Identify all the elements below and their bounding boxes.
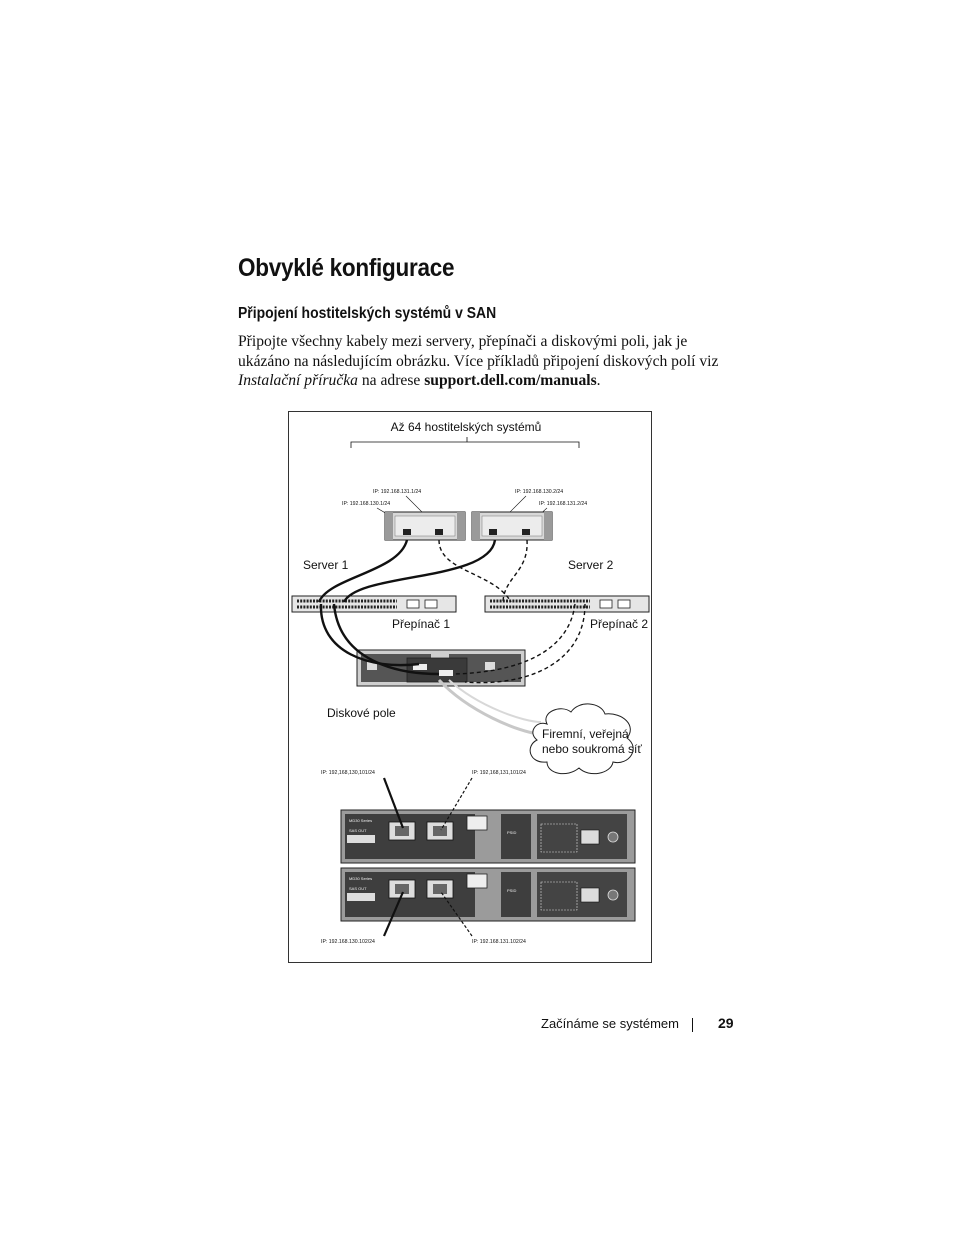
- raid-controller-bottom: [341, 868, 635, 921]
- server2-label: Server 2: [568, 558, 614, 572]
- paragraph-text-2: na adrese: [357, 372, 425, 389]
- ctrl-ip-bottom-right: IP: 192.168.131.102/24: [472, 939, 526, 945]
- body-paragraph: [238, 332, 738, 391]
- page-title: Obvyklé konfigurace: [238, 254, 455, 282]
- switch2-label: Přepínač 2: [590, 617, 649, 631]
- paragraph-end: .: [596, 372, 601, 389]
- server1-ip-b: IP: 192.168.130.1/24: [342, 501, 391, 507]
- cable-server2-switch2: [503, 540, 527, 602]
- svg-text:SAS OUT: SAS OUT: [349, 828, 367, 833]
- manual-title: Instalační příručka: [238, 372, 358, 389]
- cable-server1-switch2: [439, 540, 511, 602]
- ctrl-ip-top-right: IP: 192,168,131,101/24: [472, 770, 526, 776]
- page-number: 29: [718, 1015, 734, 1031]
- switch-1: [292, 596, 456, 612]
- paragraph-text: Připojte všechny kabely mezi servery, přepínači a diskovými poli, jak je ukázáno na následujícím obrázku. Více příkladů připojení diskových polí viz: [238, 333, 719, 370]
- svg-text:MD30 Series: MD30 Series: [349, 876, 373, 881]
- hosts-bracket: [351, 437, 579, 448]
- section-title: Připojení hostitelských systémů v SAN: [238, 305, 497, 322]
- server-2: [472, 512, 552, 540]
- svg-text:PSID: PSID: [507, 888, 517, 893]
- server1-label: Server 1: [303, 558, 349, 572]
- raid-controller-top: [341, 810, 635, 863]
- cable-server2-switch1: [344, 540, 495, 602]
- svg-text:SAS OUT: SAS OUT: [349, 886, 367, 891]
- footer-separator: [692, 1018, 693, 1032]
- disk-array-label: Diskové pole: [327, 706, 396, 720]
- ctrl-ip-bottom-left: IP: 192.168.130.102/24: [321, 939, 375, 945]
- server2-ip-b: IP: 192.168.131.2/24: [539, 501, 588, 507]
- svg-text:PSID: PSID: [507, 830, 517, 835]
- server1-ip-a: IP: 192.168.131.1/24: [373, 489, 422, 495]
- manuals-url: support.dell.com/manuals: [424, 372, 597, 389]
- switch-2: [485, 596, 649, 612]
- switch1-label: Přepínač 1: [392, 617, 451, 631]
- server2-ip-a: IP: 192.168.130.2/24: [515, 489, 564, 495]
- hosts-label: Až 64 hostitelských systémů: [390, 420, 542, 434]
- svg-text:MD30 Series: MD30 Series: [349, 818, 373, 823]
- san-connection-diagram: [288, 411, 652, 963]
- footer-text: Začínáme se systémem: [541, 1016, 679, 1031]
- network-label-1: Firemní, veřejná: [542, 727, 629, 741]
- server-1: [385, 512, 465, 540]
- network-label-2: nebo soukromá síť: [542, 742, 642, 756]
- ctrl-ip-top-left: IP: 192,168,130,101/24: [321, 770, 375, 776]
